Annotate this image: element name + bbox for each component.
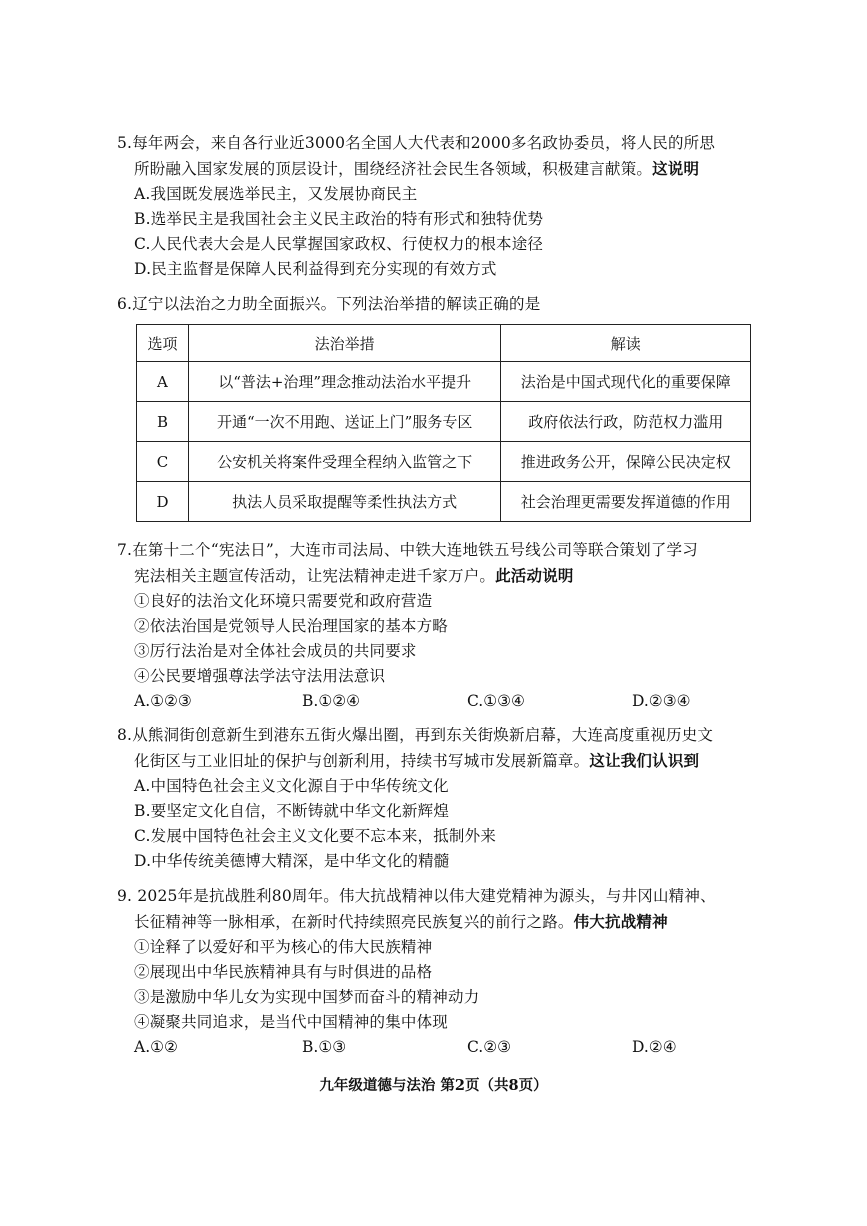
q8-option-c: C.发展中国特色社会主义文化要不忘本来，抵制外来 — [134, 827, 497, 845]
q8-stem-line2-text: 化街区与工业旧址的保护与创新利用，持续书写城市发展新篇章。 — [134, 752, 590, 770]
q7-item-4: ④公民要增强尊法学法守法用法意识 — [134, 667, 386, 685]
question-7 — [117, 538, 757, 714]
table-row — [137, 362, 751, 402]
q9-item-1: ①诠释了以爱好和平为核心的伟大民族精神 — [134, 938, 433, 956]
q8-stem-line2 — [117, 748, 757, 774]
q9-stem-line2 — [117, 909, 757, 935]
q9-choice-b: B.①③ — [302, 1038, 347, 1056]
q8-stem-line1: 8.从熊洞街创意新生到港东五街火爆出圈，再到东关街焕新启幕，大连高度重视历史文 — [117, 726, 714, 744]
question-8 — [117, 723, 757, 874]
question-9 — [117, 884, 757, 1060]
q7-choice-b: B.①②④ — [302, 692, 361, 710]
q6-row-a-interpretation: 法治是中国式现代化的重要保障 — [501, 362, 751, 402]
q5-option-c: C.人民代表大会是人民掌握国家政权、行使权力的根本途径 — [134, 235, 544, 253]
question-5 — [117, 131, 757, 282]
q6-row-b-option: B — [137, 402, 189, 442]
q5-option-b: B.选举民主是我国社会主义民主政治的特有形式和独特优势 — [134, 210, 544, 228]
q6-row-b-measure: 开通“一次不用跑、送证上门”服务专区 — [188, 402, 500, 442]
q7-item-3: ③厉行法治是对全体社会成员的共同要求 — [134, 642, 417, 660]
q7-choice-a: A.①②③ — [134, 692, 192, 710]
q6-row-a-measure: 以“普法+治理”理念推动法治水平提升 — [188, 362, 500, 402]
table-row — [137, 402, 751, 442]
q6-row-a-option: A — [137, 362, 189, 402]
q9-stem-line2-bold: 伟大抗战精神 — [573, 912, 668, 931]
q6-header-option: 选项 — [137, 325, 189, 362]
q9-stem-line1: 9. 2025年是抗战胜利80周年。伟大抗战精神以伟大建党精神为源头，与井冈山精神、 — [117, 887, 716, 905]
page-footer: 九年级道德与法治 第2页（共8页） — [319, 1077, 548, 1094]
q9-stem-line2-text: 长征精神等一脉相承，在新时代持续照亮民族复兴的前行之路。 — [134, 913, 574, 931]
q7-item-1: ①良好的法治文化环境只需要党和政府营造 — [134, 592, 433, 610]
q7-stem-line2-text: 宪法相关主题宣传活动，让宪法精神走进千家万户。 — [134, 567, 496, 585]
q9-item-4: ④凝聚共同追求，是当代中国精神的集中体现 — [134, 1013, 449, 1031]
q7-choice-d: D.②③④ — [632, 692, 691, 710]
q9-item-3: ③是激励中华儿女为实现中国梦而奋斗的精神动力 — [134, 988, 480, 1006]
question-6 — [117, 292, 757, 317]
q7-item-2: ②依法治国是党领导人民治理国家的基本方略 — [134, 617, 449, 635]
q7-choice-c: C.①③④ — [467, 692, 525, 710]
q5-option-a: A.我国既发展选举民主，又发展协商民主 — [134, 185, 418, 203]
q6-row-c-measure: 公安机关将案件受理全程纳入监管之下 — [188, 442, 500, 482]
q6-row-d-measure: 执法人员采取提醒等柔性执法方式 — [188, 482, 500, 522]
table-row — [137, 442, 751, 482]
q9-choice-a: A.①② — [134, 1038, 178, 1056]
q7-choices — [117, 689, 757, 714]
table-row — [137, 482, 751, 522]
q7-stem-line1: 7.在第十二个“宪法日”，大连市司法局、中铁大连地铁五号线公司等联合策划了学习 — [117, 541, 698, 559]
q6-row-d-option: D — [137, 482, 189, 522]
q8-option-a: A.中国特色社会主义文化源自于中华传统文化 — [134, 777, 449, 795]
q5-stem-line2-bold: 这说明 — [652, 159, 700, 178]
q6-row-d-interpretation: 社会治理更需要发挥道德的作用 — [501, 482, 751, 522]
q7-stem-line2-bold: 此活动说明 — [495, 566, 574, 585]
q9-choice-c: C.②③ — [467, 1038, 512, 1056]
q9-choice-d: D.②④ — [632, 1038, 677, 1056]
q8-stem-line2-bold: 这让我们认识到 — [589, 751, 700, 770]
q8-option-d: D.中华传统美德博大精深，是中华文化的精髓 — [134, 852, 450, 870]
q6-row-c-option: C — [137, 442, 189, 482]
q5-stem-line2 — [117, 156, 757, 182]
q5-option-d: D.民主监督是保障人民利益得到充分实现的有效方式 — [134, 260, 497, 278]
q6-stem: 6.辽宁以法治之力助全面振兴。下列法治举措的解读正确的是 — [117, 295, 541, 313]
q6-table — [136, 324, 751, 522]
q7-stem-line2 — [117, 563, 757, 589]
q6-header-measure: 法治举措 — [188, 325, 500, 362]
q6-header-interpretation: 解读 — [501, 325, 751, 362]
q5-stem-line2-text: 所盼融入国家发展的顶层设计，围绕经济社会民生各领域，积极建言献策。 — [134, 160, 653, 178]
q6-table-header — [137, 325, 751, 362]
q6-row-c-interpretation: 推进政务公开，保障公民决定权 — [501, 442, 751, 482]
q8-option-b: B.要坚定文化自信，不断铸就中华文化新辉煌 — [134, 802, 450, 820]
q6-row-b-interpretation: 政府依法行政，防范权力滥用 — [501, 402, 751, 442]
q9-item-2: ②展现出中华民族精神具有与时俱进的品格 — [134, 963, 433, 981]
q5-stem-line1: 5.每年两会，来自各行业近3000名全国人大代表和2000多名政协委员，将人民的所思 — [117, 134, 716, 152]
q9-choices — [117, 1035, 757, 1060]
